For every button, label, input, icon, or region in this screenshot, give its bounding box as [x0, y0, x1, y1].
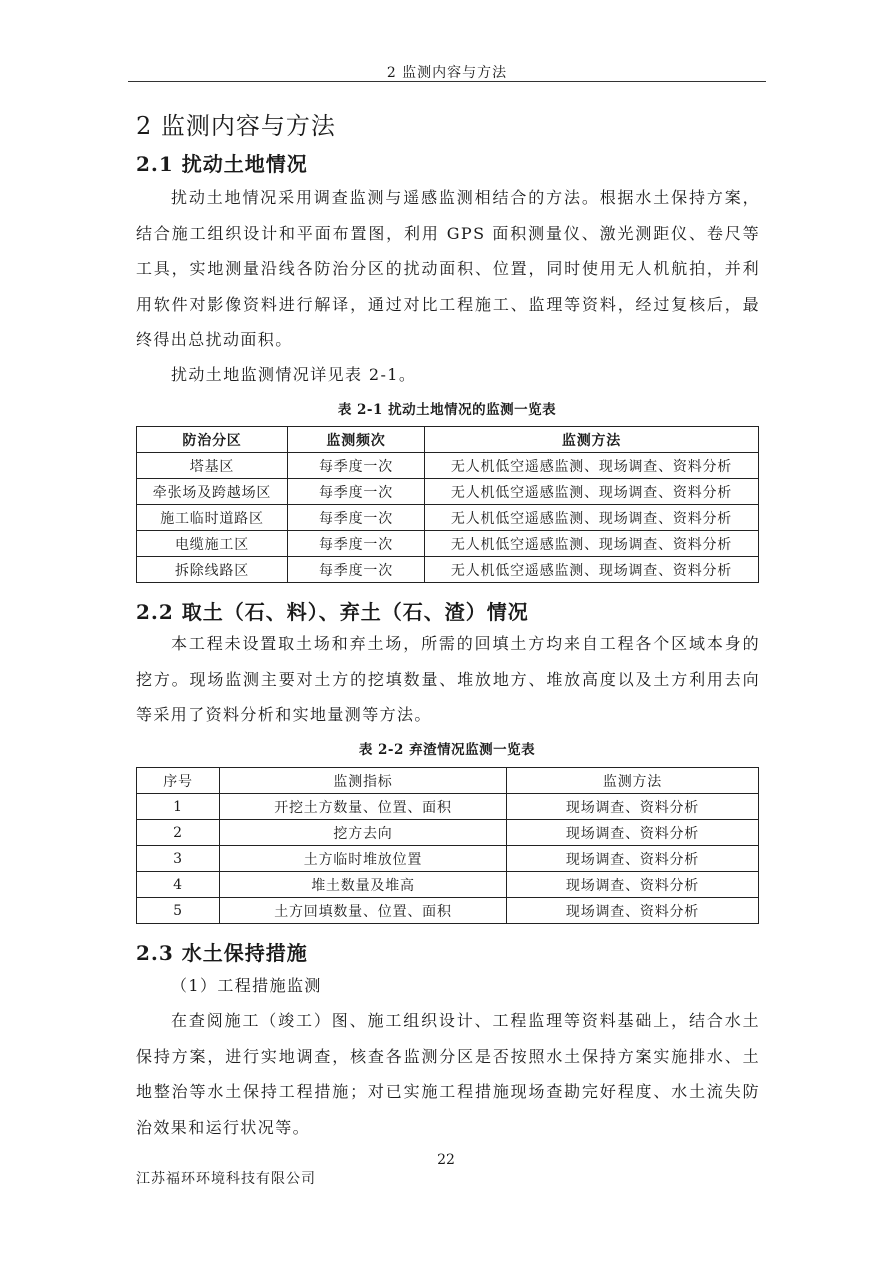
section-2-1-paragraph-1: 扰动土地情况采用调查监测与遥感监测相结合的方法。根据水土保持方案，结合施工组织设计和平面布置图，利用 GPS 面积测量仪、激光测距仪、卷尺等工具，实地测量沿线各防治分区的扰动面积、位置，同时使用无人机航拍，并利用软件对影像资料进行解译，通过对比工程施工、监理等资料，经过复核后，最终得出总扰动面积。	[136, 188, 760, 349]
table-cell: 挖方去向	[220, 820, 507, 846]
table-cell: 拆除线路区	[137, 557, 288, 583]
running-header: 2 监测内容与方法	[386, 65, 508, 81]
table-cell: 3	[137, 846, 220, 872]
section-2-3-subheading: （1）工程措施监测	[171, 976, 322, 995]
section-2-2-heading: 2.2 取土（石、料）、弃土（石、渣）情况	[136, 600, 529, 624]
table-cell: 2	[137, 820, 220, 846]
table-cell: 每季度一次	[288, 557, 425, 583]
table-cell: 无人机低空遥感监测、现场调查、资料分析	[425, 479, 759, 505]
section-2-3-paragraph-1: 在查阅施工（竣工）图、施工组织设计、工程监理等资料基础上，结合水土保持方案，进行实地调查，核查各监测分区是否按照水土保持方案实施排水、土地整治等水土保持工程措施；对已实施工程措施现场查勘完好程度、水土流失防治效果和运行状况等。	[136, 1011, 760, 1137]
table-cell: 现场调查、资料分析	[507, 794, 759, 820]
table-row	[137, 898, 759, 924]
table-cell: 施工临时道路区	[137, 505, 288, 531]
table-cell: 现场调查、资料分析	[507, 872, 759, 898]
table-row	[137, 453, 759, 479]
company-name: 江苏福环环境科技有限公司	[136, 1171, 316, 1187]
header-rule	[128, 81, 766, 82]
table-2-2-caption: 表 2-2 弃渣情况监测一览表	[358, 742, 536, 758]
table-2-1-caption: 表 2-1 扰动土地情况的监测一览表	[337, 402, 557, 418]
section-2-1-paragraph-2: 扰动土地监测情况详见表 2-1。	[171, 365, 417, 384]
table-cell: 土方临时堆放位置	[220, 846, 507, 872]
table-cell: 现场调查、资料分析	[507, 846, 759, 872]
section-2-2-paragraph-1: 本工程未设置取土场和弃土场，所需的回填土方均来自工程各个区域本身的挖方。现场监测主要对土方的挖填数量、堆放地方、堆放高度以及土方利用去向等采用了资料分析和实地量测等方法。	[136, 634, 760, 724]
table-cell: 电缆施工区	[137, 531, 288, 557]
table-cell: 无人机低空遥感监测、现场调查、资料分析	[425, 505, 759, 531]
table-2-2	[136, 767, 759, 924]
table-cell: 现场调查、资料分析	[507, 898, 759, 924]
table-row	[137, 505, 759, 531]
table-cell: 每季度一次	[288, 505, 425, 531]
table-header-row	[137, 427, 759, 453]
table-row	[137, 846, 759, 872]
table-cell: 塔基区	[137, 453, 288, 479]
chapter-title: 2 监测内容与方法	[136, 112, 336, 140]
table-cell: 开挖土方数量、位置、面积	[220, 794, 507, 820]
table-header-cell: 监测指标	[220, 768, 507, 794]
table-cell: 堆土数量及堆高	[220, 872, 507, 898]
table-cell: 无人机低空遥感监测、现场调查、资料分析	[425, 453, 759, 479]
table-header-cell: 防治分区	[137, 427, 288, 453]
table-row	[137, 557, 759, 583]
table-row	[137, 794, 759, 820]
table-row	[137, 531, 759, 557]
table-cell: 4	[137, 872, 220, 898]
table-header-cell: 监测频次	[288, 427, 425, 453]
table-cell: 每季度一次	[288, 531, 425, 557]
table-row	[137, 820, 759, 846]
table-row	[137, 479, 759, 505]
table-header-cell: 监测方法	[425, 427, 759, 453]
table-2-1	[136, 426, 759, 583]
section-2-3-heading: 2.3 水土保持措施	[136, 941, 308, 965]
table-row	[137, 872, 759, 898]
table-header-row	[137, 768, 759, 794]
page-number: 22	[437, 1152, 455, 1168]
table-cell: 土方回填数量、位置、面积	[220, 898, 507, 924]
table-header-cell: 监测方法	[507, 768, 759, 794]
section-2-1-heading: 2.1 扰动土地情况	[136, 152, 308, 176]
table-cell: 无人机低空遥感监测、现场调查、资料分析	[425, 531, 759, 557]
table-cell: 现场调查、资料分析	[507, 820, 759, 846]
table-cell: 5	[137, 898, 220, 924]
table-header-cell: 序号	[137, 768, 220, 794]
table-cell: 每季度一次	[288, 479, 425, 505]
table-cell: 每季度一次	[288, 453, 425, 479]
table-cell: 无人机低空遥感监测、现场调查、资料分析	[425, 557, 759, 583]
table-cell: 1	[137, 794, 220, 820]
table-cell: 牵张场及跨越场区	[137, 479, 288, 505]
